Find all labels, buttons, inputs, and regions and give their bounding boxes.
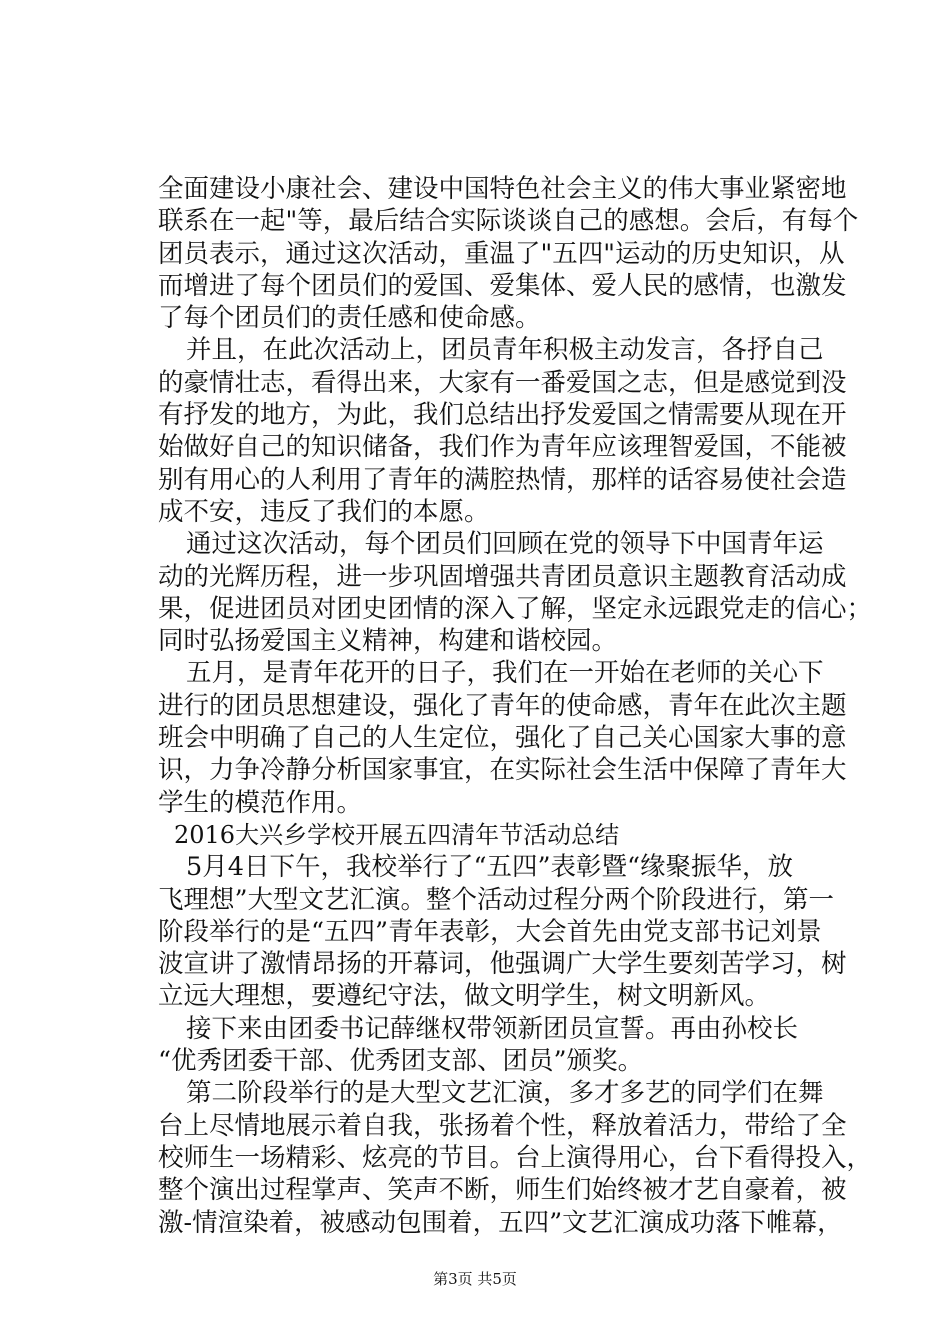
- text-line: 阶段举行的是“五四”青年表彰，大会首先由党支部书记刘景: [158, 916, 822, 947]
- text-line: 台上尽情地展示着自我，张扬着个性，释放着活力，带给了全: [158, 1110, 847, 1141]
- text-line: 有抒发的地方，为此，我们总结出抒发爱国之情需要从现在开: [158, 400, 847, 431]
- paragraph-start: 并且，在此次活动上，团员青年积极主动发言，各抒自己: [186, 335, 824, 366]
- section-title: 2016大兴乡学校开展五四清年节活动总结: [174, 820, 620, 849]
- text-line: 立远大理想，要遵纪守法，做文明学生，树文明新风。: [158, 981, 771, 1012]
- text-line: 进行的团员思想建设，强化了青年的使命感，青年在此次主题: [158, 690, 847, 721]
- text-line: 全面建设小康社会、建设中国特色社会主义的伟大事业紧密地: [158, 174, 847, 204]
- page-number-footer: 第3页 共5页: [433, 1270, 517, 1288]
- text-line: 别有用心的人利用了青年的满腔热情，那样的话容易使社会造: [158, 464, 847, 495]
- text-line: 班会中明确了自己的人生定位，强化了自己关心国家大事的意: [158, 723, 847, 754]
- text-line: 联系在一起"等，最后结合实际谈谈自己的感想。会后，有每个: [158, 206, 859, 237]
- text-line: 学生的模范作用。: [158, 787, 363, 818]
- paragraph-start: 通过这次活动，每个团员们回顾在党的领导下中国青年运: [186, 529, 824, 560]
- paragraph-start: 接下来由团委书记薛继权带领新团员宣誓。再由孙校长: [186, 1013, 799, 1044]
- text-line: 同时弘扬爱国主义精神，构建和谐校园。: [158, 626, 618, 657]
- text-line: 整个演出过程掌声、笑声不断，师生们始终被才艺自豪着，被: [158, 1175, 847, 1206]
- text-line: 始做好自己的知识储备，我们作为青年应该理智爱国，不能被: [158, 432, 847, 463]
- paragraph-start: 第二阶段举行的是大型文艺汇演，多才多艺的同学们在舞: [186, 1078, 824, 1109]
- paragraph-start: 五月，是青年花开的日子，我们在一开始在老师的关心下: [186, 658, 824, 689]
- text-line: “优秀团委干部、优秀团支部、团员”颁奖。: [158, 1046, 644, 1077]
- text-line: 成不安，违反了我们的本愿。: [158, 496, 490, 527]
- body-text: [158, 173, 873, 1239]
- text-line: 而增进了每个团员们的爱国、爱集体、爱人民的感情，也激发: [158, 270, 847, 301]
- text-line: 校师生一场精彩、炫亮的节目。台上演得用心，台下看得投入，: [158, 1142, 873, 1173]
- text-line: 团员表示，通过这次活动，重温了"五四"运动的历史知识，从: [158, 238, 845, 269]
- text-line: 果，促进团员对团史团情的深入了解，坚定永远跟党走的信心；: [158, 593, 873, 624]
- paragraph-start: 5月4日下午，我校举行了“五四”表彰暨“缘聚振华，放: [186, 852, 794, 883]
- text-line: 飞理想”大型文艺汇演。整个活动过程分两个阶段进行，第一: [158, 884, 835, 915]
- text-line: 激-情渲染着，被感动包围着，五四”文艺汇演成功落下帷幕，: [158, 1207, 843, 1238]
- text-line: 动的光辉历程，进一步巩固增强共青团员意识主题教育活动成: [158, 561, 847, 592]
- text-line: 了每个团员们的责任感和使命感。: [158, 303, 541, 334]
- text-line: 波宣讲了激情昂扬的开幕词，他强调广大学生要刻苦学习，树: [158, 949, 847, 980]
- text-line: 的豪情壮志，看得出来，大家有一番爱国之志，但是感觉到没: [158, 367, 847, 398]
- text-line: 识，力争冷静分析国家事宜，在实际社会生活中保障了青年大: [158, 755, 847, 786]
